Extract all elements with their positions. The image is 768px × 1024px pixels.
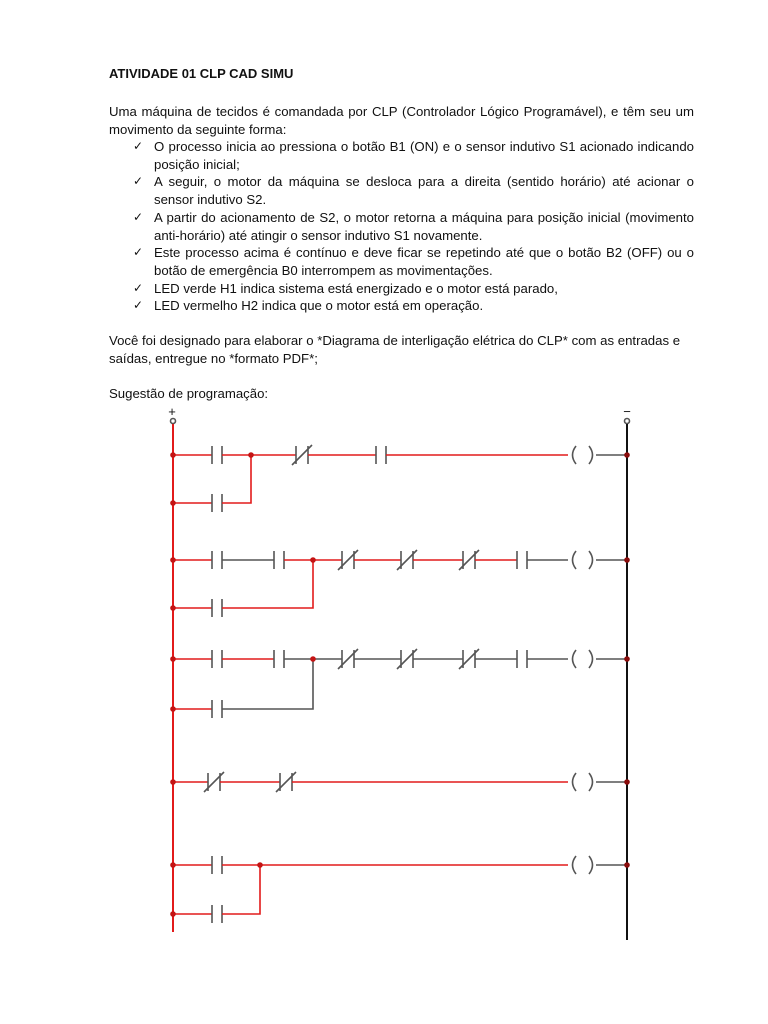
rung-5 [173,856,627,923]
junction-dot [624,656,630,662]
junction-dot [170,656,176,662]
junction-dot [170,706,176,712]
no-contact [212,494,222,512]
rung-2 [173,550,627,617]
rung-4 [173,772,627,792]
check-icon: ✓ [133,139,144,153]
plus-terminal [171,419,176,424]
no-contact [212,856,222,874]
document-title: ATIVIDADE 01 CLP CAD SIMU [109,66,294,81]
junction-dot [257,862,263,868]
check-icon: ✓ [133,174,144,189]
no-contact [212,650,222,668]
no-contact [212,551,222,569]
check-icon: ✓ [133,298,144,313]
intro-paragraph: Uma máquina de tecidos é comandada por CLP (Controlador Lógico Programável), e têm seu um movimento da seguinte forma: [109,104,694,137]
check-icon: ✓ [133,245,144,260]
list-item: ✓ Este processo acima é contínuo e deve ficar se repetindo até que o botão B2 (OFF) ou o botão de emergência B0 interrompem as movimentações. [133,245,694,278]
check-icon: ✓ [133,209,144,224]
list-item: ✓ A seguir, o motor da máquina se desloca para a direita (sentido horário) até acionar o sensor indutivo S2. [133,174,694,208]
list-item: ✓ A partir do acionamento de S2, o motor retorna a máquina para posição inicial (movimento anti-horário) até atingir o sensor indutivo S1 novamente. [133,209,694,243]
assignment-paragraph: Você foi designado para elaborar o *Diagrama de interligação elétrica do CLP* com as entradas e saídas, entregue no *formato PDF*; [109,333,681,366]
no-contact [376,446,386,464]
junction-dot [310,557,316,563]
no-contact [212,905,222,923]
rung-1 [173,445,627,512]
no-contact [212,700,222,718]
list-item: ✓ O processo inicia ao pressiona o botão B1 (ON) e o sensor indutivo S1 acionado indicando posição inicial; [133,139,694,172]
junction-dots [170,452,630,917]
junction-dot [624,779,630,785]
junction-dot [624,452,630,458]
plus-label: + [168,404,176,419]
junction-dot [170,779,176,785]
junction-dot [170,557,176,563]
output-coil [573,446,593,464]
output-coil [573,856,593,874]
junction-dot [170,862,176,868]
junction-dot [170,452,176,458]
no-contact [517,650,527,668]
check-icon: ✓ [133,280,144,295]
junction-dot [624,557,630,563]
output-coil [573,773,593,791]
suggestion-label: Sugestão de programação: [109,386,269,401]
output-coil [573,551,593,569]
no-contact [274,551,284,569]
minus-label: − [623,404,631,419]
minus-terminal [625,419,630,424]
list-item: ✓ LED vermelho H2 indica que o motor está em operação. [133,298,484,314]
rung-3 [173,649,627,718]
junction-dot [248,452,254,458]
list-item: ✓ LED verde H1 indica sistema está energizado e o motor está parado, [133,280,558,296]
junction-dot [170,500,176,506]
no-contact [274,650,284,668]
no-contact [212,599,222,617]
junction-dot [170,605,176,611]
junction-dot [624,862,630,868]
output-coil [573,650,593,668]
junction-dot [310,656,316,662]
no-contact [212,446,222,464]
no-contact [517,551,527,569]
junction-dot [170,911,176,917]
